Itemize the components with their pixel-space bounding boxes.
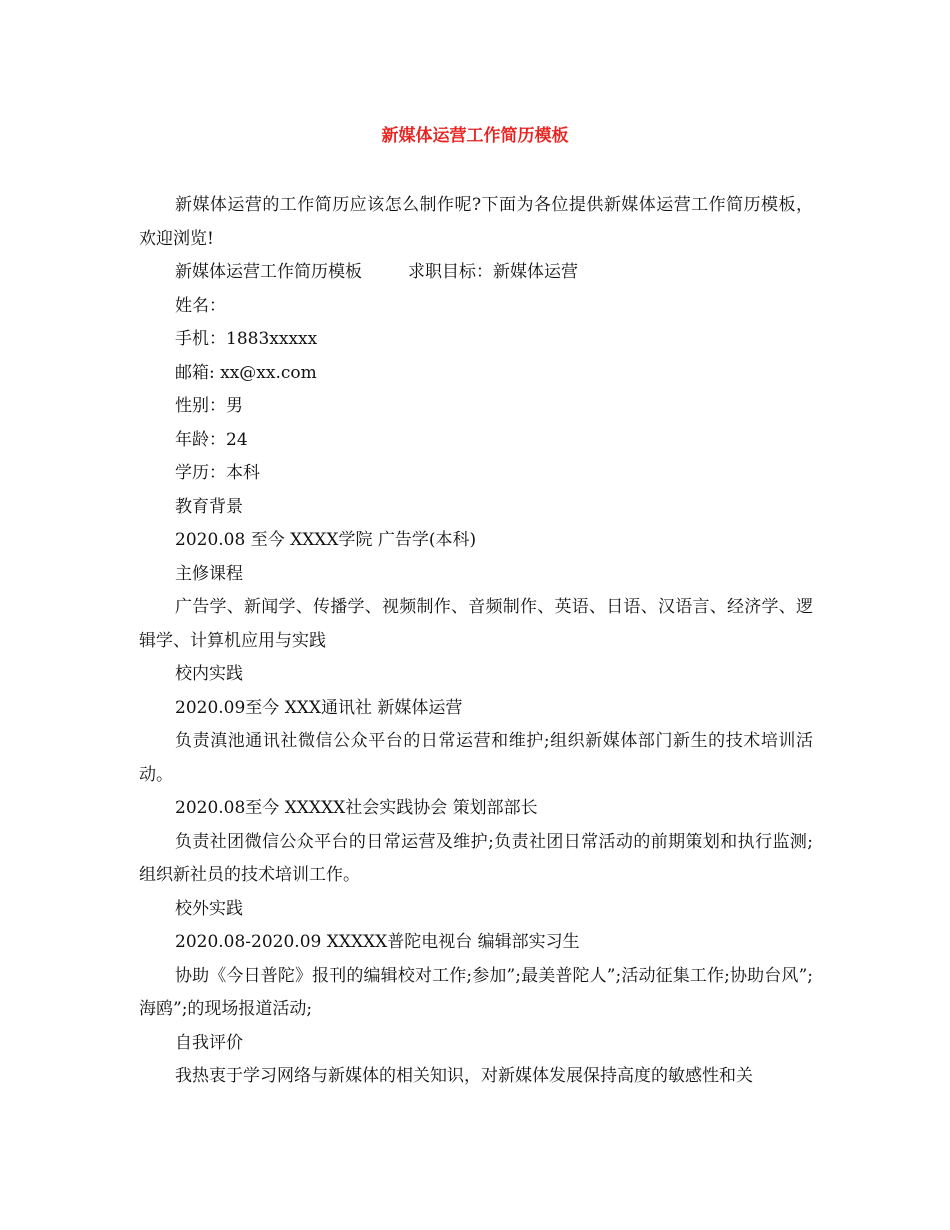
- gender-line: 性别：男: [175, 396, 243, 416]
- campus-heading: 校内实践: [175, 664, 243, 684]
- self-eval-heading: 自我评价: [175, 1032, 243, 1053]
- campus-item1-title: 2020.09至今 XXX通讯社 新媒体运营: [175, 697, 463, 718]
- age-line: 年龄：24: [175, 429, 248, 450]
- courses-heading: 主修课程: [175, 563, 243, 584]
- courses-paragraph: 广告学、新闻学、传播学、视频制作、音频制作、英语、日语、汉语言、经济学、逻辑学、计算机应用与实践: [139, 597, 813, 651]
- name-line: 姓名：: [175, 295, 226, 316]
- campus-item2-desc: 负责社团微信公众平台的日常运营及维护;负责社团日常活动的前期策划和执行监测;组织新社员的技术培训工作。: [139, 831, 813, 885]
- header-line-right: 求职目标：新媒体运营: [408, 262, 578, 282]
- campus-item1-desc: 负责滇池通讯社微信公众平台的日常运营和维护;组织新媒体部门新生的技术培训活动。: [139, 731, 813, 785]
- document-body: [139, 189, 813, 1094]
- phone-line: 手机：1883xxxxx: [175, 329, 318, 349]
- degree-line: 学历：本科: [175, 463, 260, 483]
- education-item: 2020.08 至今 XXXX学院 广告学(本科): [175, 530, 477, 550]
- offcampus-item-desc: 协助《今日普陀》报刊的编辑校对工作;参加”;最美普陀人”;活动征集工作;协助台风”;海鸥”;的现场报道活动;: [139, 965, 813, 1019]
- header-line: [139, 256, 813, 290]
- intro-paragraph: 新媒体运营的工作简历应该怎么制作呢?下面为各位提供新媒体运营工作简历模板，欢迎浏览!: [139, 195, 813, 249]
- email-line: 邮箱: xx@xx.com: [175, 362, 317, 383]
- campus-item2-title: 2020.08至今 XXXXX社会实践协会 策划部部长: [175, 798, 538, 818]
- header-line-left: 新媒体运营工作简历模板: [175, 262, 362, 282]
- offcampus-item-title: 2020.08-2020.09 XXXXX普陀电视台 编辑部实习生: [175, 932, 580, 952]
- offcampus-heading: 校外实践: [175, 898, 243, 919]
- education-heading: 教育背景: [175, 496, 243, 517]
- self-eval-paragraph: 我热衷于学习网络与新媒体的相关知识，对新媒体发展保持高度的敏感性和关: [175, 1066, 753, 1086]
- document-title: 新媒体运营工作简历模板: [381, 126, 569, 146]
